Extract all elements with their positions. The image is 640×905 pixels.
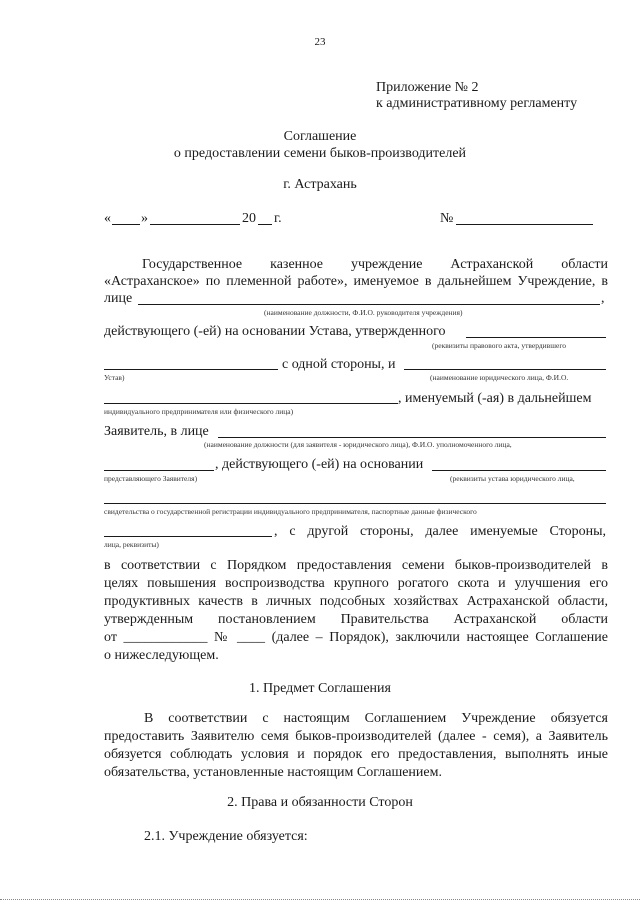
paragraph-line: в соответствии с Порядком предоставления семени быков-производителей в bbox=[104, 558, 608, 573]
hint-representing: представляющего Заявителя) bbox=[104, 474, 198, 483]
charter-blank bbox=[466, 337, 606, 338]
section-1-line: предоставить Заявителю семя быков-производителей (далее - семя), а Заявитель bbox=[104, 729, 608, 744]
intro-line-1: Государственное казенное учреждение Астраханской области bbox=[142, 257, 608, 272]
section-1-line: В соответствии с настоящим Соглашением Учреждение обязуется bbox=[144, 711, 608, 726]
applicant-in-person: Заявитель, в лице bbox=[104, 424, 209, 439]
hint-registration: свидетельства о государственной регистрации индивидуального предпринимателя, паспортные данные физического bbox=[104, 507, 477, 516]
date-year-prefix: 20 bbox=[242, 211, 256, 226]
section-1-line: обязуется соблюдать условия и порядок его предоставления, выполнять иные bbox=[104, 747, 608, 762]
hint-person-details: лица, реквизиты) bbox=[104, 540, 159, 549]
page-bottom-edge bbox=[0, 899, 640, 900]
date-open-quote: « bbox=[104, 211, 111, 226]
hint-entrepreneur: индивидуального предпринимателя или физического лица) bbox=[104, 407, 294, 416]
date-year-suffix: г. bbox=[274, 211, 282, 226]
hint-legal-entity: (наименование юридического лица, Ф.И.О. bbox=[430, 373, 569, 382]
applicant-name-blank-2 bbox=[104, 403, 398, 404]
section-2-title: 2. Права и обязанности Сторон bbox=[227, 795, 413, 810]
date-day-blank bbox=[112, 224, 140, 225]
date-close-quote: » bbox=[141, 211, 148, 226]
intro-in-person: лице bbox=[104, 291, 133, 306]
applicant-basis-blank bbox=[432, 470, 606, 471]
intro-comma: , bbox=[601, 291, 605, 306]
date-year-blank bbox=[258, 224, 272, 225]
acting-basis-text: действующего (-ей) на основании Устава, утвержденного bbox=[104, 324, 446, 339]
section-1-line: обязательства, установленные настоящим Соглашением. bbox=[104, 765, 442, 780]
one-side-text: с одной стороны, и bbox=[282, 357, 396, 372]
representative-blank bbox=[218, 437, 606, 438]
registration-blank-2 bbox=[104, 536, 272, 537]
paragraph-line: продуктивных качеств в личных подсобных хозяйствах Астраханской области, bbox=[104, 594, 608, 609]
clause-2-1: 2.1. Учреждение обязуется: bbox=[144, 829, 308, 844]
document-title: Соглашение bbox=[283, 129, 357, 144]
hint-legal-act: (реквизиты правового акта, утвердившего bbox=[432, 341, 566, 350]
hereinafter-text: , именуемый (-ая) в дальнейшем bbox=[398, 391, 592, 406]
document-subtitle: о предоставлении семени быков-производителей bbox=[173, 146, 467, 161]
hint-director: (наименование должности, Ф.И.О. руководителя учреждения) bbox=[264, 308, 463, 317]
acting-basis-text-2: , действующего (-ей) на основании bbox=[215, 457, 424, 472]
appendix-regulation: к административному регламенту bbox=[376, 96, 578, 111]
paragraph-line: целях повышения воспроизводства крупного рогатого скота и улучшения его bbox=[104, 576, 608, 591]
agreement-number-blank bbox=[456, 224, 593, 225]
paragraph-line: утвержденным постановлением Правительства Астраханской области bbox=[104, 612, 608, 627]
registration-blank bbox=[104, 503, 606, 504]
city-label: г. Астрахань bbox=[283, 177, 357, 192]
representative-blank-2 bbox=[104, 470, 214, 471]
hint-charter-details: (реквизиты устава юридического лица, bbox=[450, 474, 575, 483]
number-sign: № bbox=[440, 211, 454, 226]
paragraph-line: о нижеследующем. bbox=[104, 648, 219, 663]
section-1-title: 1. Предмет Соглашения bbox=[249, 681, 391, 696]
other-side-text: , с другой стороны, далее именуемые Стороны, bbox=[274, 524, 606, 539]
paragraph-line: от ____________ № ____ (далее – Порядок), заключили настоящее Соглашение bbox=[104, 630, 608, 645]
applicant-name-blank bbox=[404, 369, 606, 370]
charter-blank-2 bbox=[104, 369, 278, 370]
director-blank bbox=[138, 304, 600, 305]
intro-line-2: «Астраханское» по племенной работе», именуемое в дальнейшем Учреждение, в bbox=[104, 274, 608, 289]
hint-charter: Устав) bbox=[104, 373, 125, 382]
page-number: 23 bbox=[314, 36, 326, 48]
hint-representative: (наименование должности (для заявителя - юридического лица), Ф.И.О. уполномоченного лица, bbox=[204, 440, 512, 449]
appendix-label: Приложение № 2 bbox=[376, 80, 479, 95]
date-month-blank bbox=[150, 224, 240, 225]
